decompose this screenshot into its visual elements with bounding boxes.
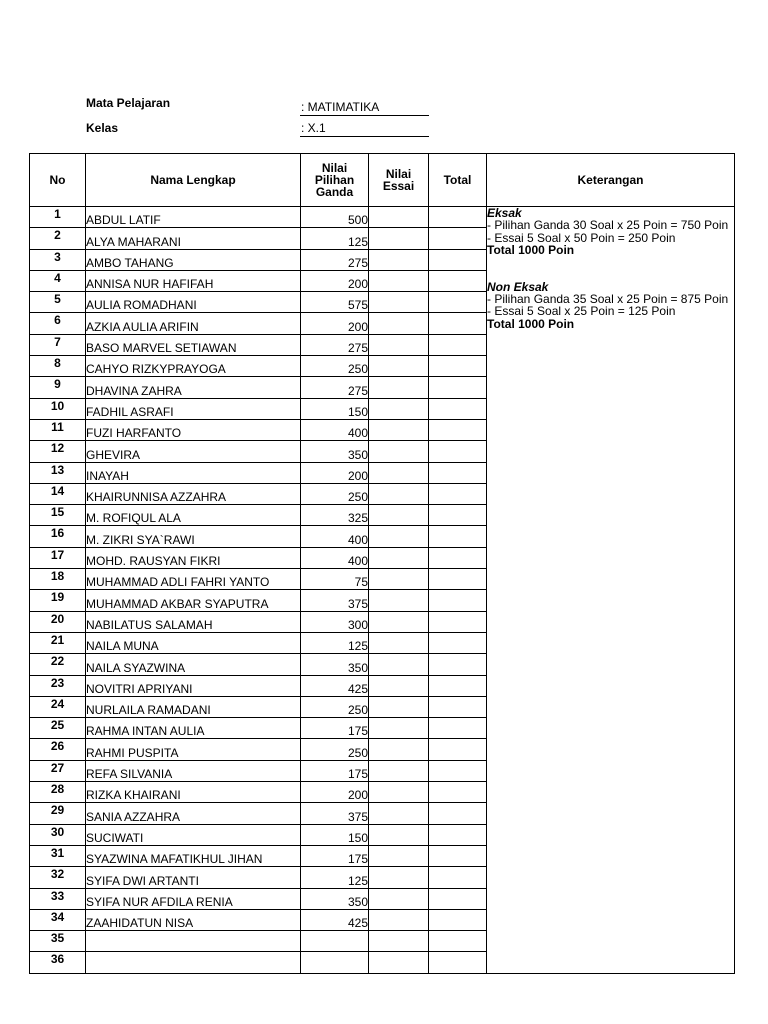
essai-score-cell <box>369 356 429 377</box>
essai-score-cell <box>369 590 429 611</box>
essai-score-cell <box>369 824 429 845</box>
pilihan-ganda-score-cell: 300 <box>301 611 369 632</box>
student-name-cell <box>86 931 301 952</box>
student-name-cell: GHEVIRA <box>86 441 301 462</box>
row-number-cell: 20 <box>30 611 86 632</box>
pilihan-ganda-score-cell <box>301 952 369 973</box>
essai-score-cell <box>369 547 429 568</box>
student-name-cell: ZAAHIDATUN NISA <box>86 909 301 930</box>
student-name-cell: DHAVINA ZAHRA <box>86 377 301 398</box>
pilihan-ganda-score-cell: 350 <box>301 654 369 675</box>
col-header-pilihan-ganda: Nilai Pilihan Ganda <box>301 154 369 207</box>
table-row <box>30 207 735 228</box>
essai-score-cell <box>369 611 429 632</box>
pilihan-ganda-score-cell: 400 <box>301 526 369 547</box>
total-score-cell <box>429 888 487 909</box>
essai-score-cell <box>369 377 429 398</box>
total-score-cell <box>429 228 487 249</box>
row-number-cell: 31 <box>30 845 86 866</box>
student-name-cell: MOHD. RAUSYAN FIKRI <box>86 547 301 568</box>
class-label: Kelas <box>86 121 119 135</box>
essai-score-cell <box>369 782 429 803</box>
row-number-cell: 14 <box>30 483 86 504</box>
row-number-cell: 10 <box>30 398 86 419</box>
row-number-cell: 1 <box>30 207 86 228</box>
essai-score-cell <box>369 334 429 355</box>
row-number-cell: 6 <box>30 313 86 334</box>
student-name-cell: NURLAILA RAMADANI <box>86 696 301 717</box>
total-score-cell <box>429 483 487 504</box>
row-number-cell: 19 <box>30 590 86 611</box>
student-name-cell: KHAIRUNNISA AZZAHRA <box>86 483 301 504</box>
row-number-cell: 3 <box>30 249 86 270</box>
pilihan-ganda-score-cell: 125 <box>301 228 369 249</box>
row-number-cell: 23 <box>30 675 86 696</box>
pilihan-ganda-score-cell: 175 <box>301 718 369 739</box>
pilihan-ganda-score-cell: 150 <box>301 824 369 845</box>
total-score-cell <box>429 718 487 739</box>
student-name-cell: MUHAMMAD ADLI FAHRI YANTO <box>86 569 301 590</box>
essai-score-cell <box>369 270 429 291</box>
row-number-cell: 18 <box>30 569 86 590</box>
essai-score-cell <box>369 207 429 228</box>
pilihan-ganda-score-cell: 350 <box>301 441 369 462</box>
essai-score-cell <box>369 249 429 270</box>
pilihan-ganda-score-cell: 575 <box>301 292 369 313</box>
student-name-cell: SYIFA DWI ARTANTI <box>86 867 301 888</box>
total-score-cell <box>429 931 487 952</box>
total-score-cell <box>429 782 487 803</box>
student-name-cell: RAHMA INTAN AULIA <box>86 718 301 739</box>
student-name-cell: REFA SILVANIA <box>86 760 301 781</box>
student-name-cell: NAILA MUNA <box>86 632 301 653</box>
row-number-cell: 2 <box>30 228 86 249</box>
pilihan-ganda-score-cell: 275 <box>301 334 369 355</box>
row-number-cell: 30 <box>30 824 86 845</box>
student-name-cell: NOVITRI APRIYANI <box>86 675 301 696</box>
student-name-cell <box>86 952 301 973</box>
total-score-cell <box>429 398 487 419</box>
row-number-cell: 22 <box>30 654 86 675</box>
total-score-cell <box>429 654 487 675</box>
total-score-cell <box>429 505 487 526</box>
student-name-cell: BASO MARVEL SETIAWAN <box>86 334 301 355</box>
pilihan-ganda-score-cell: 250 <box>301 483 369 504</box>
total-score-cell <box>429 334 487 355</box>
row-number-cell: 11 <box>30 419 86 440</box>
row-number-cell: 8 <box>30 356 86 377</box>
pilihan-ganda-score-cell: 175 <box>301 845 369 866</box>
pilihan-ganda-score-cell: 75 <box>301 569 369 590</box>
total-score-cell <box>429 739 487 760</box>
student-name-cell: FUZI HARFANTO <box>86 419 301 440</box>
total-score-cell <box>429 313 487 334</box>
col-header-name: Nama Lengkap <box>86 154 301 207</box>
total-score-cell <box>429 867 487 888</box>
essai-score-cell <box>369 952 429 973</box>
essai-score-cell <box>369 398 429 419</box>
pilihan-ganda-score-cell: 275 <box>301 377 369 398</box>
pilihan-ganda-score-cell: 250 <box>301 696 369 717</box>
student-name-cell: ANNISA NUR HAFIFAH <box>86 270 301 291</box>
essai-score-cell <box>369 931 429 952</box>
total-score-cell <box>429 419 487 440</box>
essai-score-cell <box>369 845 429 866</box>
pilihan-ganda-score-cell: 500 <box>301 207 369 228</box>
row-number-cell: 17 <box>30 547 86 568</box>
student-name-cell: SUCIWATI <box>86 824 301 845</box>
pilihan-ganda-score-cell: 400 <box>301 419 369 440</box>
total-score-cell <box>429 356 487 377</box>
total-score-cell <box>429 845 487 866</box>
essai-score-cell <box>369 483 429 504</box>
row-number-cell: 13 <box>30 462 86 483</box>
row-number-cell: 5 <box>30 292 86 313</box>
essai-score-cell <box>369 228 429 249</box>
ket-non-eksak-line1: - Pilihan Ganda 35 Soal x 25 Poin = 875 Poin <box>487 291 729 306</box>
row-number-cell: 9 <box>30 377 86 398</box>
student-name-cell: SYAZWINA MAFATIKHUL JIHAN <box>86 845 301 866</box>
ket-non-eksak-total: Total 1000 Poin <box>487 316 575 331</box>
essai-score-cell <box>369 696 429 717</box>
class-value: : X.1 <box>300 121 429 137</box>
ket-eksak-heading: Eksak <box>487 206 522 220</box>
essai-score-cell <box>369 718 429 739</box>
essai-score-cell <box>369 760 429 781</box>
ket-eksak-line1: - Pilihan Ganda 30 Soal x 25 Poin = 750 Poin <box>487 218 729 232</box>
essai-score-cell <box>369 505 429 526</box>
total-score-cell <box>429 611 487 632</box>
essai-score-cell <box>369 462 429 483</box>
essai-score-cell <box>369 313 429 334</box>
row-number-cell: 24 <box>30 696 86 717</box>
total-score-cell <box>429 270 487 291</box>
row-number-cell: 32 <box>30 867 86 888</box>
student-name-cell: M. ZIKRI SYA`RAWI <box>86 526 301 547</box>
ket-spacer <box>487 257 734 281</box>
row-number-cell: 25 <box>30 718 86 739</box>
total-score-cell <box>429 696 487 717</box>
keterangan-cell <box>487 207 735 974</box>
row-number-cell: 33 <box>30 888 86 909</box>
essai-score-cell <box>369 909 429 930</box>
total-score-cell <box>429 824 487 845</box>
row-number-cell: 16 <box>30 526 86 547</box>
total-score-cell <box>429 760 487 781</box>
pilihan-ganda-score-cell: 275 <box>301 249 369 270</box>
row-number-cell: 35 <box>30 931 86 952</box>
row-number-cell: 26 <box>30 739 86 760</box>
student-name-cell: AZKIA AULIA ARIFIN <box>86 313 301 334</box>
col-header-keterangan: Keterangan <box>487 154 735 207</box>
total-score-cell <box>429 632 487 653</box>
pilihan-ganda-score-cell: 250 <box>301 356 369 377</box>
row-number-cell: 12 <box>30 441 86 462</box>
essai-score-cell <box>369 526 429 547</box>
pilihan-ganda-score-cell: 200 <box>301 270 369 291</box>
student-name-cell: RAHMI PUSPITA <box>86 739 301 760</box>
student-name-cell: M. ROFIQUL ALA <box>86 505 301 526</box>
row-number-cell: 15 <box>30 505 86 526</box>
student-name-cell: CAHYO RIZKYPRAYOGA <box>86 356 301 377</box>
total-score-cell <box>429 675 487 696</box>
row-number-cell: 4 <box>30 270 86 291</box>
student-name-cell: ABDUL LATIF <box>86 207 301 228</box>
row-number-cell: 36 <box>30 952 86 973</box>
total-score-cell <box>429 909 487 930</box>
pilihan-ganda-score-cell: 175 <box>301 760 369 781</box>
pilihan-ganda-score-cell: 200 <box>301 782 369 803</box>
essai-score-cell <box>369 569 429 590</box>
row-number-cell: 29 <box>30 803 86 824</box>
essai-score-cell <box>369 441 429 462</box>
total-score-cell <box>429 292 487 313</box>
total-score-cell <box>429 803 487 824</box>
pilihan-ganda-score-cell: 125 <box>301 867 369 888</box>
pilihan-ganda-score-cell: 400 <box>301 547 369 568</box>
pilihan-ganda-score-cell: 250 <box>301 739 369 760</box>
pilihan-ganda-score-cell: 375 <box>301 803 369 824</box>
total-score-cell <box>429 569 487 590</box>
student-name-cell: SYIFA NUR AFDILA RENIA <box>86 888 301 909</box>
essai-score-cell <box>369 292 429 313</box>
row-number-cell: 7 <box>30 334 86 355</box>
row-number-cell: 27 <box>30 760 86 781</box>
total-score-cell <box>429 377 487 398</box>
student-name-cell: NAILA SYAZWINA <box>86 654 301 675</box>
grade-table <box>29 153 735 974</box>
pilihan-ganda-score-cell: 375 <box>301 590 369 611</box>
essai-score-cell <box>369 632 429 653</box>
essai-score-cell <box>369 654 429 675</box>
pilihan-ganda-score-cell: 325 <box>301 505 369 526</box>
essai-score-cell <box>369 739 429 760</box>
pilihan-ganda-score-cell: 425 <box>301 909 369 930</box>
total-score-cell <box>429 207 487 228</box>
total-score-cell <box>429 462 487 483</box>
essai-score-cell <box>369 867 429 888</box>
essai-score-cell <box>369 803 429 824</box>
table-header-row <box>30 154 735 207</box>
subject-label: Mata Pelajaran <box>86 96 171 110</box>
pilihan-ganda-score-cell: 150 <box>301 398 369 419</box>
total-score-cell <box>429 249 487 270</box>
total-score-cell <box>429 547 487 568</box>
pilihan-ganda-score-cell: 200 <box>301 462 369 483</box>
student-name-cell: SANIA AZZAHRA <box>86 803 301 824</box>
student-name-cell: FADHIL ASRAFI <box>86 398 301 419</box>
ket-non-eksak-line2: - Essai 5 Soal x 25 Poin = 125 Poin <box>487 304 676 318</box>
total-score-cell <box>429 952 487 973</box>
essai-score-cell <box>369 419 429 440</box>
ket-non-eksak-heading: Non Eksak <box>487 279 549 294</box>
student-name-cell: AMBO TAHANG <box>86 249 301 270</box>
pilihan-ganda-score-cell: 200 <box>301 313 369 334</box>
pilihan-ganda-score-cell: 125 <box>301 632 369 653</box>
col-header-essai: Nilai Essai <box>369 154 429 207</box>
total-score-cell <box>429 526 487 547</box>
student-name-cell: INAYAH <box>86 462 301 483</box>
row-number-cell: 28 <box>30 782 86 803</box>
pilihan-ganda-score-cell: 425 <box>301 675 369 696</box>
col-header-total: Total <box>429 154 487 207</box>
ket-eksak-total: Total 1000 Poin <box>487 243 575 257</box>
ket-eksak-line2: - Essai 5 Soal x 50 Poin = 250 Poin <box>487 230 676 245</box>
student-name-cell: RIZKA KHAIRANI <box>86 782 301 803</box>
pilihan-ganda-score-cell: 350 <box>301 888 369 909</box>
student-name-cell: MUHAMMAD AKBAR SYAPUTRA <box>86 590 301 611</box>
student-name-cell: ALYA MAHARANI <box>86 228 301 249</box>
total-score-cell <box>429 441 487 462</box>
student-name-cell: NABILATUS SALAMAH <box>86 611 301 632</box>
essai-score-cell <box>369 675 429 696</box>
total-score-cell <box>429 590 487 611</box>
student-name-cell: AULIA ROMADHANI <box>86 292 301 313</box>
col-header-no: No <box>30 154 86 207</box>
subject-value: : MATIMATIKA <box>300 100 429 116</box>
pilihan-ganda-score-cell <box>301 931 369 952</box>
row-number-cell: 21 <box>30 632 86 653</box>
essai-score-cell <box>369 888 429 909</box>
row-number-cell: 34 <box>30 909 86 930</box>
